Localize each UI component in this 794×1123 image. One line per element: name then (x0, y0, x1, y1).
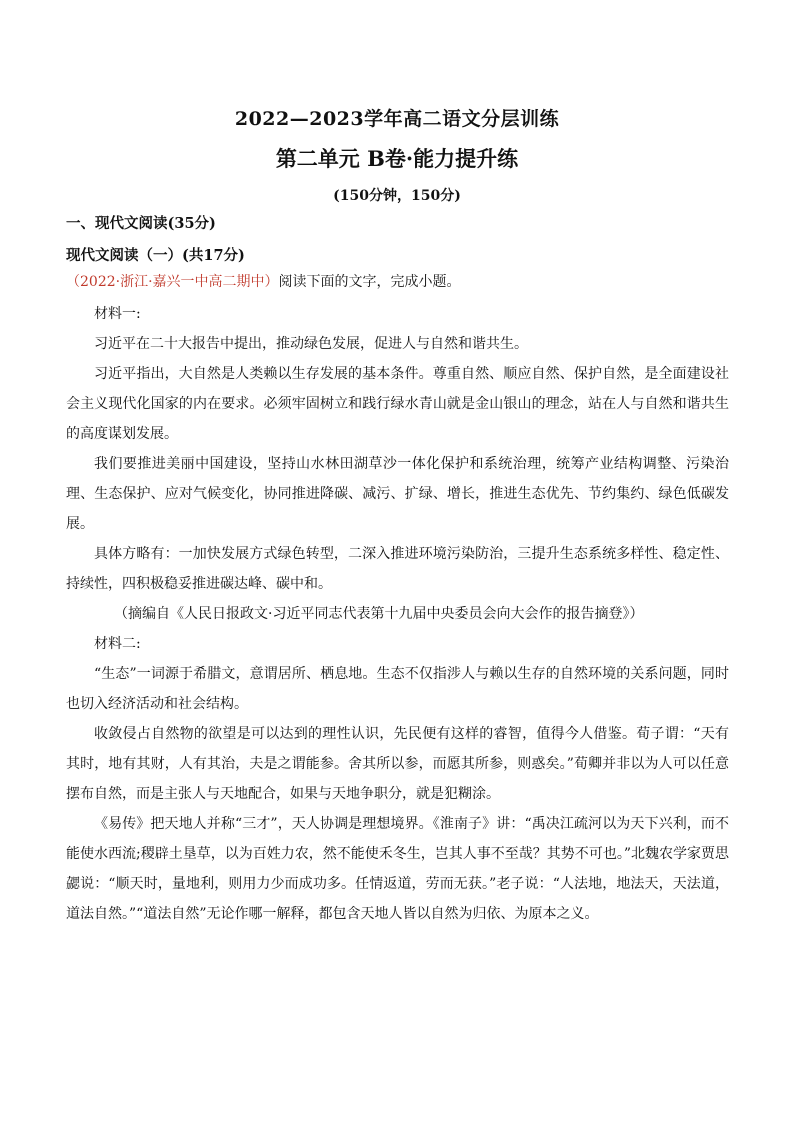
document-title: 2022—2023学年高二语文分层训练 (234, 108, 560, 130)
article-body (66, 299, 729, 929)
paragraph: 收敛侵占自然物的欲望是可以达到的理性认识，先民便有这样的睿智，值得今人借鉴。荀子谓：“天有其时，地有其财，人有其治，夫是之谓能参。舍其所以参，而愿其所参，则惑矣。”荀卿并非以为人可以任意摆布自然，而是主张人与天地配合，如果与天地争职分，就是犯糊涂。 (66, 726, 729, 802)
paragraph: 具体方略有：一加快发展方式绿色转型，二深入推进环境污染防治，三提升生态系统多样性、稳定性、持续性，四积极稳妥推进碳达峰、碳中和。 (66, 546, 729, 592)
paragraph: 我们要推进美丽中国建设，坚持山水林田湖草沙一体化保护和系统治理，统筹产业结构调整、污染治理、生态保护、应对气候变化，协同推进降碳、减污、扩绿、增长，推进生态优先、节约集约、绿色低碳发展。 (66, 456, 729, 532)
unit-subtitle: 第二单元 B卷·能力提升练 (275, 146, 519, 171)
instruction-text: 阅读下面的文字，完成小题。 (278, 274, 461, 290)
paragraph: 习近平在二十大报告中提出，推动绿色发展，促进人与自然和谐共生。 (94, 336, 528, 352)
section-heading: 一、现代文阅读(35分) (66, 215, 216, 232)
source-tag: （2022·浙江·嘉兴一中高二期中） (66, 274, 279, 290)
citation: （摘编自《人民日报政文·习近平同志代表第十九届中央委员会向大会作的报告摘登》） (114, 606, 644, 622)
source-line (66, 271, 461, 291)
paragraph: “生态”一词源于希腊文，意谓居所、栖息地。生态不仅指涉人与赖以生存的自然环境的关系问题，同时也切入经济活动和社会结构。 (66, 666, 729, 712)
paragraph: 《易传》把天地人并称“三才”，天人协调是理想境界。《淮南子》讲：“禹决江疏河以为天下兴利，而不能使水西流;稷辟土垦草，以为百姓力农，然不能使禾冬生，岂其人事不至哉？其势不可也。”北魏农学家贾思勰说：“顺天时，量地利，则用力少而成功多。任情返道，劳而无获。”老子说：“人法地，地法天，天法道，道法自然。”“道法自然”无论作哪一解释，都包含天地人皆以自然为归依、为原本之义。 (66, 816, 729, 922)
subsection-heading: 现代文阅读（一）(共17分) (66, 247, 245, 264)
paragraph: 习近平指出，大自然是人类赖以生存发展的基本条件。尊重自然、顺应自然、保护自然，是全面建设社会主义现代化国家的内在要求。必须牢固树立和践行绿水青山就是金山银山的理念，站在人与自然和谐共生的高度谋划发展。 (66, 366, 729, 442)
material-label: 材料一: (94, 306, 141, 322)
time-score-info: (150分钟，150分) (333, 188, 461, 204)
material-label: 材料二: (94, 636, 141, 652)
